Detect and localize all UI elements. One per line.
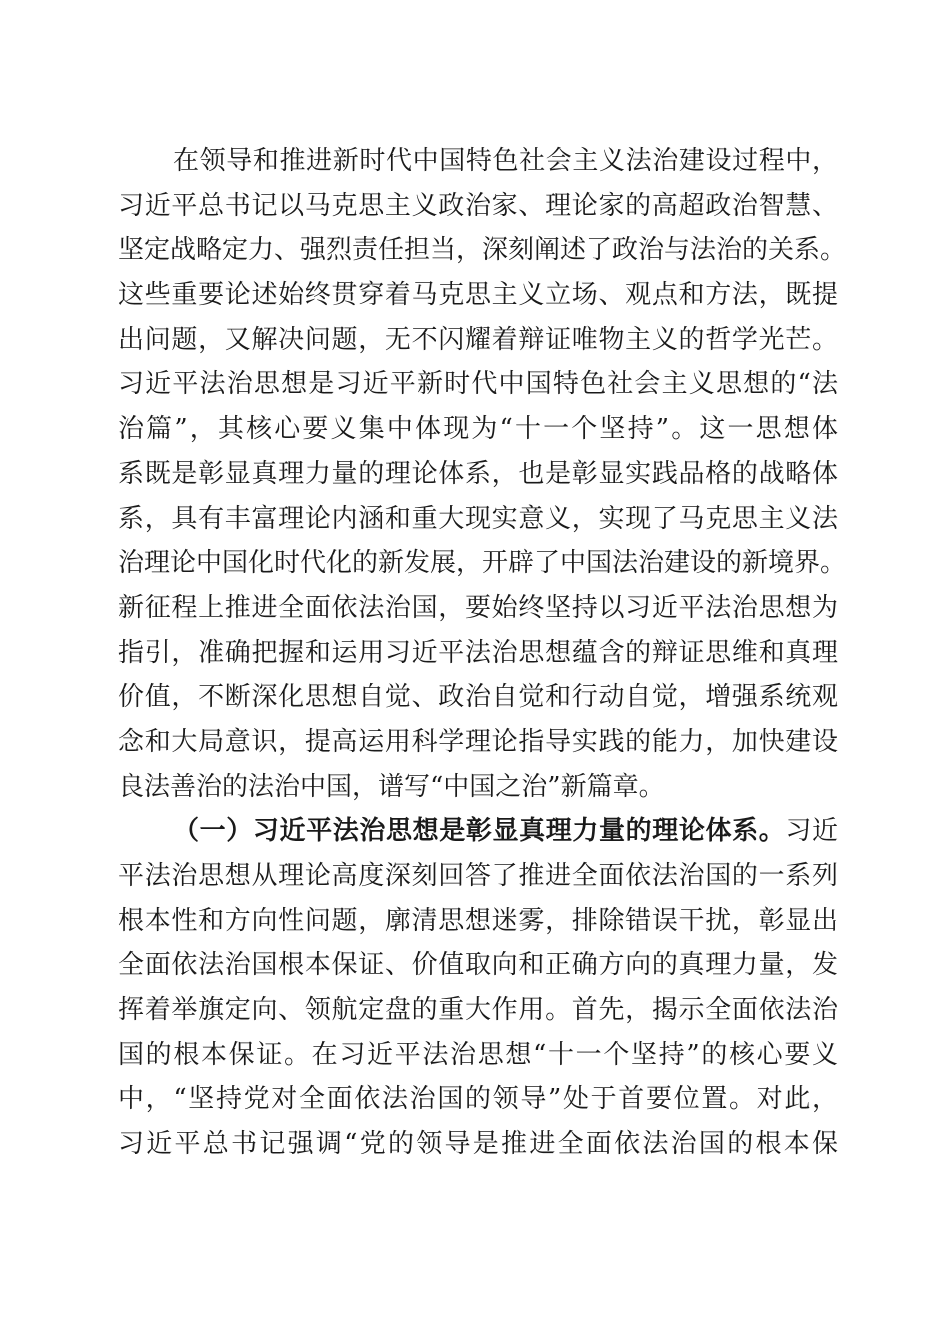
document-body [118,139,847,1167]
paragraph-2-first-line-text: 习近 [785,816,838,847]
paragraph-1-line: 指引，准确把握和运用习近平法治思想蕴含的辩证思维和真理 [118,637,838,668]
paragraph-1-line: 出问题，又解决问题，无不闪耀着辩证唯物主义的哲学光芒。 [118,324,838,355]
paragraph-1-line: 系既是彰显真理力量的理论体系，也是彰显实践品格的战略体 [118,458,838,489]
paragraph-2-line: 国的根本保证。在习近平法治思想“十一个坚持”的核心要义 [118,1039,838,1070]
paragraph-1-line: 习近平法治思想是习近平新时代中国特色社会主义思想的“法 [118,369,838,400]
paragraph-1-line: 念和大局意识，提高运用科学理论指导实践的能力，加快建设 [118,726,838,757]
paragraph-2-line: 根本性和方向性问题，廓清思想迷雾，排除错误干扰，彰显出 [118,905,838,936]
paragraph-2-line: 习近平总书记强调“党的领导是推进全面依法治国的根本保 [118,1129,838,1160]
paragraph-2-first-line [118,809,838,854]
paragraph-1-line: 良法善治的法治中国，谱写“中国之治”新篇章。 [118,771,665,802]
paragraph-2-line: 挥着举旗定向、领航定盘的重大作用。首先，揭示全面依法治 [118,995,838,1026]
paragraph-1-line: 这些重要论述始终贯穿着马克思主义立场、观点和方法，既提 [118,280,838,311]
paragraph-1-line: 价值，不断深化思想自觉、政治自觉和行动自觉，增强系统观 [118,682,838,713]
paragraph-1-line: 习近平总书记以马克思主义政治家、理论家的高超政治智慧、 [118,190,838,221]
paragraph-1-line: 在领导和推进新时代中国特色社会主义法治建设过程中， [173,146,838,176]
paragraph-1-line: 治理论中国化时代化的新发展，开辟了中国法治建设的新境界。 [118,548,847,579]
paragraph-1-line: 新征程上推进全面依法治国，要始终坚持以习近平法治思想为 [118,592,838,623]
paragraph-1-line: 系，具有丰富理论内涵和重大现实意义，实现了马克思主义法 [118,503,838,534]
paragraph-1-line: 治篇”，其核心要义集中体现为“十一个坚持”。这一思想体 [118,414,838,445]
section-heading: （一）习近平法治思想是彰显真理力量的理论体系。 [173,816,786,847]
paragraph-2-line: 平法治思想从理论高度深刻回答了推进全面依法治国的一系列 [118,861,838,891]
paragraph-2-line: 全面依法治国根本保证、价值取向和正确方向的真理力量，发 [118,950,838,981]
paragraph-2-line: 中，“坚持党对全面依法治国的领导”处于首要位置。对此， [118,1084,838,1115]
paragraph-1-line: 坚定战略定力、强烈责任担当，深刻阐述了政治与法治的关系。 [118,235,847,266]
